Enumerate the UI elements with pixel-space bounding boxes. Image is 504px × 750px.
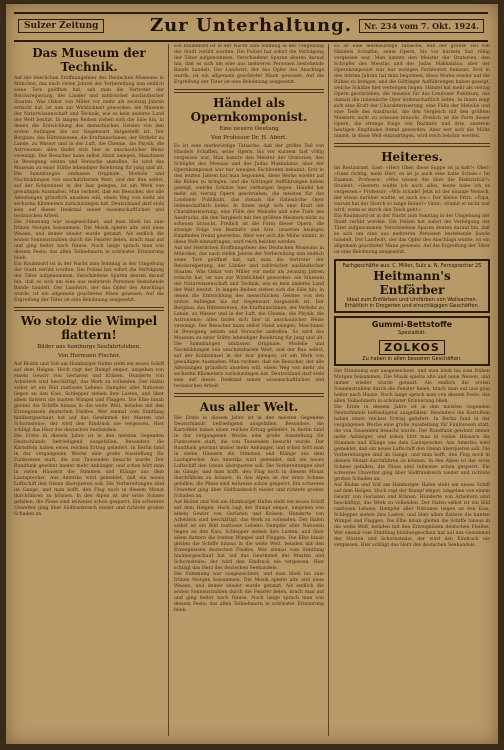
column-rule (168, 44, 169, 736)
divider (174, 393, 324, 397)
article-body-museum-cont: Die Stimmung war ausgezeichnet, und man blieb bis zum frühen Morgen beisammen. Die Musik spielte alte und neue Weisen, und immer wieder wurde getanzt. Als endlich die ersten Sonnenstrahlen durch die Fenster fielen, brach man auf und ging heiter nach Hause. Noch lange sprach man von diesem Feste, das allen Teilnehmern in schönster Erinnerung blieb. (14, 220, 164, 261)
article-title-haendel: Händel als Opernkomponist. (190, 96, 308, 124)
column-left (14, 44, 164, 736)
column-middle (174, 44, 324, 736)
article-body-alte-welt-cont: Auf Blohm und Voß am Hamburger Hafen steht ein neues Schiff auf dem Helgen. Hoch ragt der Rumpf empor, umgeben von einem Gewirr von Gerüsten und Kränen. Hunderte von Arbeitern sind beschäftigt, das Werk zu vollenden. Der Hafen selbst ist ein Bild rastlosen Lebens: Dampfer aller Nationen liegen an den Kais, Schlepper ziehen ihre Lasten, und über allem flattern die bunten Wimpel und Flaggen. Die Elbe hinab gleiten die Schiffe hinaus in die weite Welt, beladen mit den Erzeugnissen deutschen Fleißes. Wer einmal vom Stintfang hinübergeschaut hat auf das Gewimmel der Masten und Schornsteine, der wird den Eindruck nie vergessen. Hier schlägt das Herz des deutschen Seehandels. (174, 500, 324, 571)
article-body-right-bottom2: Die Ernte in diesem Jahre ist in den meisten Gegenden Deutschlands befriedigend ausgefallen. Besonders die Kartoffeln haben einen reichen Ertrag geliefert. In Berlin fand in der vergangenen Woche eine große Ausstellung für Funkwesen statt, die von Tausenden besucht wurde. Der Rundfunk gewinnt immer mehr Anhänger, und schon hört man in vielen Häusern die Stimmen und Klänge aus dem Lautsprecher. Aus Amerika wird gemeldet, daß ein neues Luftschiff den Ozean überqueren soll. Die Vorbereitungen sind im Gange, und man hofft, den Flug noch in diesem Monat durchführen zu können. In den Alpen ist der erste Schnee gefallen; die Pässe sind teilweise schon gesperrt. Ein schweres Unwetter ging über Südfrankreich nieder und richtete großen Schaden an. (334, 405, 490, 482)
article-subtitle-wimpel: Bilder aus hamburgs Seefahrtsleben. (37, 344, 141, 350)
masthead-title: Zur Unterhaltung. (150, 15, 352, 36)
article-body-right-bottom3: Auf Blohm und Voß am Hamburger Hafen steht ein neues Schiff auf dem Helgen. Hoch ragt der Rumpf empor, umgeben von einem Gewirr von Gerüsten und Kränen. Hunderte von Arbeitern sind beschäftigt, das Werk zu vollenden. Der Hafen selbst ist ein Bild rastlosen Lebens: Dampfer aller Nationen liegen an den Kais, Schlepper ziehen ihre Lasten, und über allem flattern die bunten Wimpel und Flaggen. Die Elbe hinab gleiten die Schiffe hinaus in die weite Welt, beladen mit den Erzeugnissen deutschen Fleißes. Wer einmal vom Stintfang hinübergeschaut hat auf das Gewimmel der Masten und Schornsteine, der wird den Eindruck nie vergessen. Hier schlägt das Herz des deutschen Seehandels. (334, 483, 490, 548)
article-body-heiteres-cont: Ein Raubmord ist in der Nacht zum Sonntag in der Umgebung der Stadt verübt worden. Die Polizei hat sofort die Verfolgung der Täter aufgenommen. Verschiedene Spuren deuten darauf hin, daß es sich um eine aus mehreren Personen bestehende Bande handelt. Der Landwirt, der das Opfer des Anschlags wurde, ist ein allgemein geachteter Mann gewesen. Auf die Ergreifung der Täter ist eine Belohnung ausgesetzt. (334, 214, 490, 255)
advertisement-gummi (334, 316, 490, 366)
article-body-alte-welt: Die Ernte in diesem Jahre ist in den meisten Gegenden Deutschlands befriedigend ausgefallen. Besonders die Kartoffeln haben einen reichen Ertrag geliefert. In Berlin fand in der vergangenen Woche eine große Ausstellung für Funkwesen statt, die von Tausenden besucht wurde. Der Rundfunk gewinnt immer mehr Anhänger, und schon hört man in vielen Häusern die Stimmen und Klänge aus dem Lautsprecher. Aus Amerika wird gemeldet, daß ein neues Luftschiff den Ozean überqueren soll. Die Vorbereitungen sind im Gange, und man hofft, den Flug noch in diesem Monat durchführen zu können. In den Alpen ist der erste Schnee gefallen; die Pässe sind teilweise schon gesperrt. Ein schweres Unwetter ging über Südfrankreich nieder und richtete großen Schaden an. (174, 416, 324, 499)
divider (334, 143, 490, 147)
article-author-haendel: Von Professor Dr. H. Abert. (211, 135, 287, 141)
article-body-haendel-cont: Auf der feierlichen Ersffnungsfeier des Deutschen Museums in München, das nach vielen Jahren der Vorbereitung nun endlich seine Tore geöffnet hat, sah man die Vertreter der Reichsregierung, der Länder und zahlreicher ausländischer Staaten. Was Oskar von Miller vor mehr als zwanzig Jahren erdacht hat, ist nun zur Wirklichkeit geworden: ein Museum der Naturwissenschaft und Technik, wie es kein anderes Land der Welt besitzt. In langen Reihen ziehen sich die Säle hin, in denen die Entwicklung des menschlichen Geistes von den ersten Anfängen bis zur Gegenwart dargestellt ist. Der Bergbau, das Hüttenwesen, die Kraftmaschinen, der Verkehr zu Lande, zu Wasser und in der Luft, die Chemie, die Physik, die Astronomie: alles findet sich hier in anschaulicher Weise vereinigt. Der Besucher kann selbst Hand anlegen, Maschinen in Bewegung setzen und Versuche anstellen. So wird das Museum zu einer Stätte lebendiger Belehrung für jung und alt. Die Sammlungen umfassen Originale, Modelle und Nachbildungen von unschätzbarem Wert, und der Bau selbst, auf der Kohleninsel in der Isar gelegen, ist ein Werk von gewaltigen Ausmaßen. Man rechnet, daß ein Besucher, der alle Abteilungen gründlich ansehen will, einen Weg von mehr als sechzehn Kilometern zurückzulegen hat. Deutschland darf stolz sein auf dieses Denkmal seiner wissenschaftlichen und technischen Arbeit. (174, 246, 324, 389)
article-title-alte-welt: Aus aller Welt. (199, 400, 299, 414)
article-body-museum: Auf der feierlichen Ersffnungsfeier des Deutschen Museums in München, das nach vielen Jahren der Vorbereitung nun endlich seine Tore geöffnet hat, sah man die Vertreter der Reichsregierung, der Länder und zahlreicher ausländischer Staaten. Was Oskar von Miller vor mehr als zwanzig Jahren erdacht hat, ist nun zur Wirklichkeit geworden: ein Museum der Naturwissenschaft und Technik, wie es kein anderes Land der Welt besitzt. In langen Reihen ziehen sich die Säle hin, in denen die Entwicklung des menschlichen Geistes von den ersten Anfängen bis zur Gegenwart dargestellt ist. Der Bergbau, das Hüttenwesen, die Kraftmaschinen, der Verkehr zu Lande, zu Wasser und in der Luft, die Chemie, die Physik, die Astronomie: alles findet sich hier in anschaulicher Weise vereinigt. Der Besucher kann selbst Hand anlegen, Maschinen in Bewegung setzen und Versuche anstellen. So wird das Museum zu einer Stätte lebendiger Belehrung für jung und alt. Die Sammlungen umfassen Originale, Modelle und Nachbildungen von unschätzbarem Wert, und der Bau selbst, auf der Kohleninsel in der Isar gelegen, ist ein Werk von gewaltigen Ausmaßen. Man rechnet, daß ein Besucher, der alle Abteilungen gründlich ansehen will, einen Weg von mehr als sechzehn Kilometern zurückzulegen hat. Deutschland darf stolz sein auf dieses Denkmal seiner wissenschaftlichen und technischen Arbeit. (14, 76, 164, 219)
ad-entfaerber-name: Heitmann's Entfärber (373, 269, 451, 297)
article-body-alte-welt-cont2: Die Stimmung war ausgezeichnet, und man blieb bis zum frühen Morgen beisammen. Die Musik spielte alte und neue Weisen, und immer wieder wurde getanzt. Als endlich die ersten Sonnenstrahlen durch die Fenster fielen, brach man auf und ging heiter nach Hause. Noch lange sprach man von diesem Feste, das allen Teilnehmern in schönster Erinnerung blieb. (174, 572, 324, 613)
ad-gummi-name: Gummi-Bettstoffe (371, 320, 453, 329)
masthead (14, 12, 488, 42)
ad-gummi-logo: ZOLKOS (379, 340, 445, 355)
article-body-misc: Ein Raubmord ist in der Nacht zum Sonntag in der Umgebung der Stadt verübt worden. Die Polizei hat sofort die Verfolgung der Täter aufgenommen. Verschiedene Spuren deuten darauf hin, daß es sich um eine aus mehreren Personen bestehende Bande handelt. Der Landwirt, der das Opfer des Anschlags wurde, ist ein allgemein geachteter Mann gewesen. Auf die Ergreifung der Täter ist eine Belohnung ausgesetzt. (14, 262, 164, 303)
ad-entfaerber-tagline: Ideal zum Entfärben und Umfärben von Wollsachen. (346, 297, 478, 303)
article-body-wimpel-cont: Die Ernte in diesem Jahre ist in den meisten Gegenden Deutschlands befriedigend ausgefallen. Besonders die Kartoffeln haben einen reichen Ertrag geliefert. In Berlin fand in der vergangenen Woche eine große Ausstellung für Funkwesen statt, die von Tausenden besucht wurde. Der Rundfunk gewinnt immer mehr Anhänger, und schon hört man in vielen Häusern die Stimmen und Klänge aus dem Lautsprecher. Aus Amerika wird gemeldet, daß ein neues Luftschiff den Ozean überqueren soll. Die Vorbereitungen sind im Gange, und man hofft, den Flug noch in diesem Monat durchführen zu können. In den Alpen ist der erste Schnee gefallen; die Pässe sind teilweise schon gesperrt. Ein schweres Unwetter ging über Südfrankreich nieder und richtete großen Schaden an. (14, 434, 164, 517)
article-body-heiteres: Im Restaurant. Gast: »Herr Ober, diese Suppe ist ja kalt!« Ober: »Ganz richtig, mein Herr, es ist ja auch eine kalte Schale.« Im Examen. Professor: »Was wissen Sie über die Elektrizität?« Student: »Gestern wußte ich noch alles, heute habe ich es vergessen.« Professor: »Wie schade! Jetzt ist der einzige Mensch, der etwas darüber wußte, es auch los.« Der kleine Fritz: »Papa, warum hat der Storch so lange Beine?« Vater: »Damit er nicht naß wird, wenn er durch den Teich geht.« (334, 166, 490, 213)
article-body-cont: Ein Raubmord ist in der Nacht zum Sonntag in der Umgebung der Stadt verübt worden. Die Polizei hat sofort die Verfolgung der Täter aufgenommen. Verschiedene Spuren deuten darauf hin, daß es sich um eine aus mehreren Personen bestehende Bande handelt. Der Landwirt, der das Opfer des Anschlags wurde, ist ein allgemein geachteter Mann gewesen. Auf die Ergreifung der Täter ist eine Belohnung ausgesetzt. (174, 44, 324, 85)
ad-gummi-bottom: Zu haben in allen besseren Geschäften. (362, 356, 462, 362)
article-author-wimpel: Von Hermann Fischer. (57, 353, 121, 359)
ad-entfaerber-bottom: Erhältlich in Drogerien und einschlägigen Geschäften. (344, 303, 480, 309)
column-rule (328, 44, 329, 736)
article-body-haendel: Es ist eine merkwürdige Tatsache, daß der größte Teil von Händels Schaffen, seine Opern, bis vor kurzem fast völlig vergessen war. Man kannte den Meister der Oratorien, den Schöpfer des Messias und des Judas Makkabäus, aber der Opernkomponist war nur wenigen Fachleuten bekannt. Erst in den letzten Jahren hat man begonnen, diese Werke wieder auf die Bühne zu bringen, und die Göttinger Aufführungen haben gezeigt, welche Schätze hier verborgen liegen. Händel hat mehr als vierzig Opern geschrieben, die meisten für das Londoner Publikum, das damals die italienische Oper leidenschaftlich liebte. In ihnen zeigt sich eine Kraft der Charakterisierung, eine Fülle der Melodie und eine Tiefe des Ausdrucks, die den Vergleich mit den größten Meistern nicht zu scheuen braucht. Freilich ist die Form dieser Opern, die strenge Folge von Rezitativ und Arie, unserem heutigen Empfinden fremd geworden. Aber wer sich die Mühe nimmt, in diese Welt einzudringen, wird reich belohnt werden. (174, 144, 324, 245)
column-right (334, 44, 490, 736)
newspaper-page (6, 4, 498, 744)
article-title-museum: Das Museum der Technik. (32, 46, 146, 74)
article-subtitle-haendel: Eine neuere Deutung (219, 126, 279, 132)
divider (14, 307, 164, 311)
ad-gummi-line2: Spezialität: (398, 330, 426, 336)
ad-entfaerber-top: Fachgeschäfte aus: C. Miller, Sulz a. N. Fernsprecher 25 (342, 263, 482, 269)
article-body-wimpel: Auf Blohm und Voß am Hamburger Hafen steht ein neues Schiff auf dem Helgen. Hoch ragt der Rumpf empor, umgeben von einem Gewirr von Gerüsten und Kränen. Hunderte von Arbeitern sind beschäftigt, das Werk zu vollenden. Der Hafen selbst ist ein Bild rastlosen Lebens: Dampfer aller Nationen liegen an den Kais, Schlepper ziehen ihre Lasten, und über allem flattern die bunten Wimpel und Flaggen. Die Elbe hinab gleiten die Schiffe hinaus in die weite Welt, beladen mit den Erzeugnissen deutschen Fleißes. Wer einmal vom Stintfang hinübergeschaut hat auf das Gewimmel der Masten und Schornsteine, der wird den Eindruck nie vergessen. Hier schlägt das Herz des deutschen Seehandels. (14, 362, 164, 433)
masthead-issue: Nr. 234 vom 7. Okt. 1924. (359, 19, 484, 33)
article-title-heiteres: Heiteres. (381, 150, 443, 164)
article-body-right-top: Es ist eine merkwürdige Tatsache, daß der größte Teil von Händels Schaffen, seine Opern, bis vor kurzem fast völlig vergessen war. Man kannte den Meister der Oratorien, den Schöpfer des Messias und des Judas Makkabäus, aber der Opernkomponist war nur wenigen Fachleuten bekannt. Erst in den letzten Jahren hat man begonnen, diese Werke wieder auf die Bühne zu bringen, und die Göttinger Aufführungen haben gezeigt, welche Schätze hier verborgen liegen. Händel hat mehr als vierzig Opern geschrieben, die meisten für das Londoner Publikum, das damals die italienische Oper leidenschaftlich liebte. In ihnen zeigt sich eine Kraft der Charakterisierung, eine Fülle der Melodie und eine Tiefe des Ausdrucks, die den Vergleich mit den größten Meistern nicht zu scheuen braucht. Freilich ist die Form dieser Opern, die strenge Folge von Rezitativ und Arie, unserem heutigen Empfinden fremd geworden. Aber wer sich die Mühe nimmt, in diese Welt einzudringen, wird reich belohnt werden. (334, 44, 490, 139)
article-body-right-bottom: Die Stimmung war ausgezeichnet, und man blieb bis zum frühen Morgen beisammen. Die Musik spielte alte und neue Weisen, und immer wieder wurde getanzt. Als endlich die ersten Sonnenstrahlen durch die Fenster fielen, brach man auf und ging heiter nach Hause. Noch lange sprach man von diesem Feste, das allen Teilnehmern in schönster Erinnerung blieb. (334, 369, 490, 404)
masthead-paper-name: Sulzer Zeitung (18, 19, 104, 33)
divider (174, 89, 324, 93)
advertisement-entfaerber (334, 259, 490, 313)
article-title-wimpel: Wo stolz die Wimpel flattern! (20, 314, 158, 342)
